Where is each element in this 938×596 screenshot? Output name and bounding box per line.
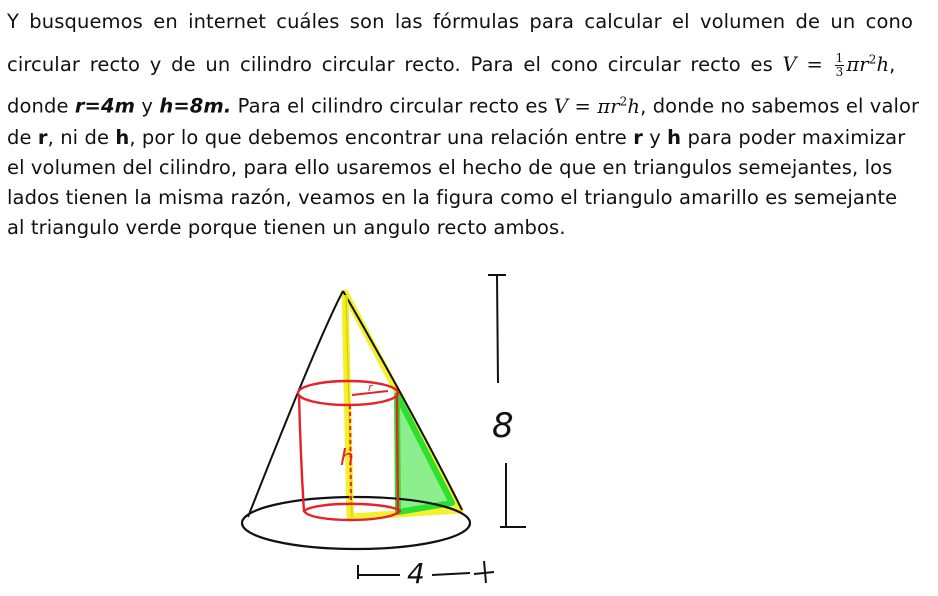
cone-cylinder-sketch xyxy=(230,265,550,595)
line4-part-c: , por lo que debemos encontrar una relación entre xyxy=(129,126,634,149)
line4-part-e: para poder maximizar xyxy=(681,126,906,149)
formula-exponent: 2 xyxy=(868,52,877,67)
radius-dimension-right xyxy=(432,561,494,583)
line2-text: circular recto y de un cilindro circular recto. Para el cono circular recto es xyxy=(7,53,773,76)
formula-exponent: 2 xyxy=(619,94,628,108)
text-line-2 xyxy=(7,52,895,79)
bold-h: h xyxy=(667,126,682,149)
line3-part-a: donde xyxy=(7,94,75,118)
formula-equals: = xyxy=(574,94,591,118)
cylinder-left-side xyxy=(299,395,304,512)
height-label: 8 xyxy=(492,406,514,446)
one-third-fraction xyxy=(835,52,845,79)
bold-r: r xyxy=(37,126,48,149)
bold-h: h xyxy=(115,126,130,149)
text-line-1: Y busquemos en internet cuáles son las fórmulas para calcular el volumen de un cono xyxy=(7,10,913,33)
text-line-5: el volumen del cilindro, para ello usaremos el hecho de que en triangulos semejantes, los xyxy=(7,156,893,179)
line4-part-b: , ni de xyxy=(47,126,116,149)
text-line-6: lados tienen la misma razón, veamos en la figura como el triangulo amarillo es semejante xyxy=(7,186,898,209)
fraction-numerator: 1 xyxy=(835,51,844,65)
radius-label: 4 xyxy=(407,557,425,590)
line4-part-a: de xyxy=(7,126,38,149)
text-line-3 xyxy=(7,94,919,118)
cylinder-volume-formula xyxy=(554,95,646,118)
formula-v: V xyxy=(782,53,797,76)
formula-equals: = xyxy=(806,53,823,76)
formula-v: V xyxy=(554,94,569,118)
height-dimension-bottom xyxy=(500,463,526,527)
cylinder-right-side xyxy=(397,393,398,513)
formula-h: h xyxy=(627,94,641,118)
bold-r: r xyxy=(633,126,643,149)
text-line-7: al triangulo verde porque tienen un angulo recto ambos. xyxy=(7,216,566,239)
line3-part-d: donde no sabemos el valor xyxy=(646,94,920,118)
formula-comma: , xyxy=(889,53,896,76)
formula-pi-r: πr xyxy=(846,53,869,76)
r-value: r=4m xyxy=(74,94,136,118)
text-line-4 xyxy=(7,126,905,149)
formula-comma: , xyxy=(640,94,647,118)
line3-part-c: Para el cilindro circular recto es xyxy=(231,94,555,118)
line4-part-d: y xyxy=(642,126,668,149)
formula-pi-r: πr xyxy=(597,94,620,118)
h-value: h=8m. xyxy=(159,94,232,118)
inner-h-label: h xyxy=(340,446,354,471)
green-triangle xyxy=(397,395,452,512)
inner-r-label: r xyxy=(368,381,373,394)
line3-part-b: y xyxy=(135,94,160,118)
radius-dimension-left xyxy=(358,565,400,579)
formula-h: h xyxy=(876,53,890,76)
height-dimension-top xyxy=(488,275,506,383)
fraction-denominator: 3 xyxy=(835,65,844,79)
cone-volume-formula xyxy=(782,51,896,79)
